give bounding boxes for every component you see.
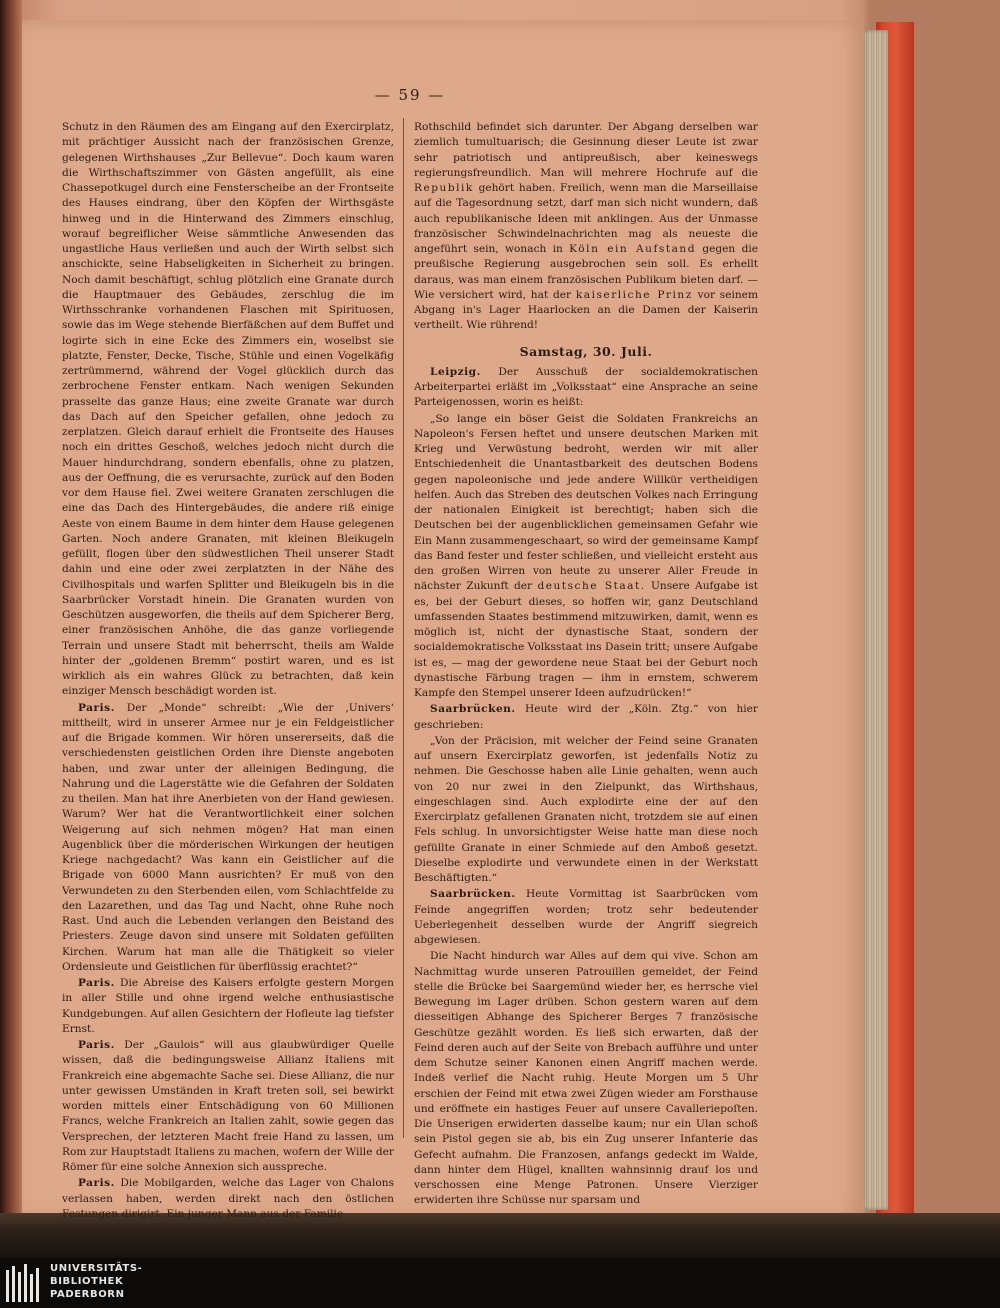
column-divider <box>403 118 404 1138</box>
emphasis: deutsche Staat. <box>537 580 646 593</box>
paragraph: Die Nacht hindurch war Alles auf dem qui vive. Schon am Nachmittag wurde unseren Patrouillen gemeldet, der Feind stelle die Brücke bei Saargemünd wieder her, es herrsche viel Bewegung im Lager drüben. Schon gestern waren auf dem diesseitigen Abhange des Spicherer Berges 7 französische Geschütze gezählt worden. Es ließ sich erwarten, daß der Feind deren auch auf der Seite von Brebach aufführe und unter dem Schutze seiner Kanonen einen Angriff machen werde. Indeß verlief die Nacht ruhig. Heute Morgen um 5 Uhr erschien der Feind mit etwa zwei Zügen wieder am Forsthause und eröffnete ein hastiges Feuer auf unsere Cavalleriepoſten. Die Unserigen erwiderten dasselbe kaum; nur ein Ulan schoß sein Pistol gegen sie ab, bis ein Zug unserer Infanterie das Gefecht aufnahm. Die Franzosen, anfangs gedeckt im Walde, dann hinter dem Hügel, knallten wahnsinnig drauf los und verschossen eine Menge Patronen. Unsere Vierziger erwiderten ihre Schüsse nur sparsam und <box>414 950 758 1207</box>
right-column <box>414 120 758 1210</box>
paragraph-text: Der „Monde“ schreibt: „Wie der ‚Univers‘ mittheilt, wird in unserer Armee nur je ein Feldgeistlicher auf die Brigade kommen. Wir hören unsererseits, daß die verschiedensten geistlichen Orden ihre Dienste angeboten haben, und zwar unter der alleinigen Bedingung, die Nahrung und die Lagerstätte wie die Gefahren der Soldaten zu theilen. Man hat ihre Anerbieten von der Hand gewiesen. Warum? Wer hat die Verantwortlichkeit einer solchen Weigerung auf sich nehmen mögen? Hat man einen Augenblick über die mörderischen Wirkungen der heutigen Kriege nachgedacht? Was kann ein Geistlicher auf die Brigade von 6000 Mann ausrichten? Er muß von den Verwundeten zu den Sterbenden eilen, vom Schlachtfelde zu den Lazarethen, und das Tag und Nacht, ohne Ruhe noch Rast. Und auch die Lebenden verlangen den Beistand des Priesters. Zeuge davon sind unsere mit Soldaten gefüllten Kirchen. Warum hat man alle die Thätigkeit so vieler Ordensleute und Geistlichen für überflüssig erachtet?“ <box>62 701 394 973</box>
page-fore-edge <box>862 30 888 1210</box>
library-name-line: PADERBORN <box>50 1289 125 1300</box>
library-name-line: BIBLIOTHEK <box>50 1276 124 1287</box>
dateline: Paris. <box>78 1039 115 1051</box>
paragraph-text: vor seinem Abgang in's Lager Haarlocken an die Damen der Kaiserin vertheilt. Wie rührend! <box>414 288 759 332</box>
paragraph <box>414 887 758 948</box>
left-column <box>62 120 394 1223</box>
dateline: Paris. <box>78 701 115 714</box>
paragraph-text: gehört haben. Freilich, wenn man die Marseillaise auf die Tagesordnung setzt, darf man sich nicht wundern, daß auch republikanische Ideen mit anklingen. Aus der Unmasse französischer Schwindelnachrichten mag als neueste die angeführt sein, wonach in <box>414 182 758 255</box>
dateline: Paris. <box>78 1177 115 1190</box>
emphasis: Köln ein Aufstand <box>569 243 697 255</box>
emphasis: Republik <box>414 182 474 194</box>
library-name <box>50 1262 142 1301</box>
paragraph-text: „So lange ein böser Geist die Soldaten Frankreichs an Napoleon's Fersen heftet und unsere deutschen Marken mit Krieg und Verwüstung bedroht, werden wir mit aller Entschiedenheit die Unantastbarkeit des deutschen Bodens gegen napoleonische und jede andere Willkür vertheidigen helfen. Auch das Streben des deutschen Volkes nach Erringung der nationalen Einigkeit ist berechtigt; haben sich die Deutschen bei der augenblicklichen gemeinsamen Gefahr wie Ein Mann zusammengeschaart, so wird der gemeinsame Kampf das Band fester und fester schließen, und vielleicht ersteht aus den großen Wirren von heute zu unserer Aller Freude in nächster Zukunft der <box>414 412 758 593</box>
paragraph-text: Unsere Aufgabe ist es, bei der Geburt dieses, so hoffen wir, ganz Deutschland umfassenden Staates bestimmend mitzuwirken, damit, wenn es möglich ist, nicht der dynastische Staat, sondern der socialdemokratische Volksstaat ins Dasein tritt; unsere Aufgabe ist es, — mag der gewordene neue Staat bei der Geburt noch dynastische Färbung tragen — ihm in ernstem, schwerem Kampfe den Stempel unserer Ideen aufzudrücken!“ <box>414 580 759 699</box>
paragraph-text: Die Mobilgarden, welche das Lager von Chalons verlassen haben, werden direkt nach den östlichen Festungen dirigirt. Ein junger Mann aus der Familie <box>62 1177 395 1220</box>
paragraph <box>62 976 394 1037</box>
paragraph-text: Die Abreise des Kaisers erfolgte gestern Morgen in aller Stille und ohne irgend welche enthusiastische Kundgebungen. Auf allen Gesichtern der Hofleute lag tiefster Ernst. <box>62 977 394 1035</box>
paragraph-text: Heute Vormittag ist Saarbrücken vom Feinde angegriffen worden; trotz sehr bedeutender Ueberlegenheit desselben wurde der Angriff siegreich abgewiesen. <box>414 888 758 946</box>
paragraph-text: gegen die preußische Regierung ausgebrochen sein soll. Es erhellt daraus, was man einem französischen Publikum bieten darf. — Wie versichert wird, hat der <box>414 243 759 301</box>
dateline: Paris. <box>78 977 115 989</box>
paragraph <box>62 701 394 976</box>
paragraph <box>414 412 758 702</box>
paragraph <box>414 120 758 334</box>
paragraph-text: Rothschild befindet sich darunter. Der Abgang derselben war ziemlich tumultuarisch; die Gesinnung dieser Leute ist zwar sehr patriotisch und antipreußisch, aber keineswegs regierungsfreundlich. Man will mehrere Hochrufe auf die <box>414 121 758 179</box>
library-name-line: UNIVERSITÄTS- <box>50 1263 143 1274</box>
left-page-edge <box>0 0 22 1258</box>
paragraph <box>62 1176 394 1222</box>
dateline: Saarbrücken. <box>430 888 516 901</box>
library-footer <box>0 1258 1000 1308</box>
dateline: Leipzig. <box>430 365 481 378</box>
paragraph: „Von der Präcision, mit welcher der Feind seine Granaten auf unsern Exercirplatz geworfen, ist jedenfalls Notiz zu nehmen. Die Geschosse haben alle Linie gehalten, wenn auch von 20 nur zwei in den Zielpunkt, das Wirthshaus, eingeschlagen sind. Auch explodirte eine der auf den Exercirplatz gefallenen Granaten nicht, trotzdem sie auf einen Fels schlug. In unvorsichtigster Weise hatte man diese noch gefüllte Granate in einer Schmiede auf den Amboß gesetzt. Dieselbe explodirte und verwundete einen in der Werkstatt Beschäftigten.“ <box>414 734 758 884</box>
paragraph-text: Der „Gaulois“ will aus glaubwürdiger Quelle wissen, daß die bedingungsweise Allianz Italiens mit Frankreich eine abgemachte Sache sei. Diese Allianz, die nur unter gewissen Umständen in Kraft treten soll, sei bewirkt worden mittels einer Entschädigung von 60 Millionen Francs, welche Frankreich an Italien zahlt, sowie gegen das Versprechen, der letzteren Macht freie Hand zu lassen, um Rom zur Hauptstadt Italiens zu machen, wofern der Wille der Römer für eine solche Annexion sich ausspreche. <box>62 1039 394 1173</box>
paragraph <box>414 702 758 733</box>
date-heading: Samstag, 30. Juli. <box>519 343 653 359</box>
paragraph <box>62 1038 394 1175</box>
dateline: Saarbrücken. <box>430 703 516 716</box>
library-logo-icon <box>4 1262 44 1304</box>
paragraph-text: Der Ausschuß der socialdemokratischen Arbeiterpartei erläßt im „Volksstaat“ eine Ansprache an seine Parteigenossen, worin es heißt: <box>414 365 758 409</box>
page-number: — 59 — <box>374 86 446 104</box>
paragraph-text: Heute wird der „Köln. Ztg.“ von hier geschrieben: <box>414 703 758 731</box>
paragraph: Schutz in den Räumen des am Eingang auf den Exercirplatz, mit prächtiger Aussicht nach der französischen Grenze, gelegenen Wirthshauses „Zur Bellevue“. Doch kaum waren die Wirthschaftszimmer von Gästen angefüllt, als eine Chassepotkugel durch eine Fensterscheibe an der Frontseite des Hauses eindrang, über den Köpfen der Wirthsgäste hinweg und in die Hinterwand des Zimmers einschlug, worauf begreiflicher Weise sämmtliche Anwesenden das ungastliche Haus verließen und auch der Wirth selbst sich anschickte, seine Habseligkeiten in Sicherheit zu bringen. Noch damit beschäftigt, schlug plötzlich eine Granate durch die Hauptmauer des Gebäudes, zerschlug die im Wirthsschranke vorhandenen Flaschen mit Spirituosen, sowie das im Wege stehende Bierfäßchen auf dem Buffet und logirte sich in eine Ecke des Zimmers ein, woselbst sie platzte, Fenster, Decke, Tische, Stühle und einen Vogelkäfig zertrümmernd, während der Vogel glücklich durch das zerbrochene Fenster entkam. Nach wenigen Sekunden prasselte das ganze Haus; eine zweite Granate war durch das Dach auf den Speicher gefallen, ohne jedoch zu zerplatzen. Gleich darauf erhielt die Frontseite des Hauses noch ein drittes Geschoß, welches jedoch nicht durch die Mauer hindurchdrang, sondern ebenfalls, ohne zu platzen, aus der Oeffnung, die es verursachte, zurück auf den Boden vor dem Hause fiel. Zwei weitere Granaten zerschlugen die eine das Dach des Hintergebäudes, die andere riß einige Aeste von einem Baume in dem hinter dem Hause gelegenen Garten. Noch andere Granaten, mit kleinen Bleikugeln gefüllt, flogen über den südwestlichen Theil unserer Stadt dahin und eine oder zwei zerplatzten in der Nähe des Civilhospitals und warfen Splitter und Bleikugeln bis in die Saarbrücker Vorstadt hinein. Die Granaten wurden von Geschützen ausgeworfen, die theils auf dem Spicherer Berg, einer französischen Anhöhe, die das ganze vorliegende Terrain und unsere Stadt mit beherrscht, theils am Walde hinter der „goldenen Bremm“ postirt waren, und es ist wirklich als ein wahres Glück zu betrachten, daß kein einziger Mensch beschädigt worden ist. <box>62 121 394 698</box>
emphasis: kaiserliche Prinz <box>575 288 693 301</box>
paragraph <box>414 365 758 411</box>
